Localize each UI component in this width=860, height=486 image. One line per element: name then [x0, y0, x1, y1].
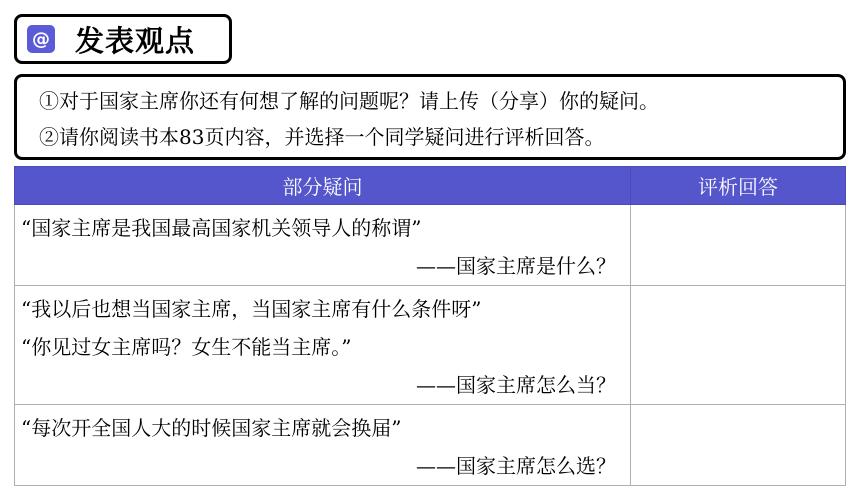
table-row	[15, 205, 846, 286]
page-title: 发表观点	[75, 23, 196, 58]
instructions-box	[14, 74, 846, 160]
instruction-2: ②请你阅读书本83页内容，并选择一个同学疑问进行评析回答。	[39, 125, 605, 149]
question-topic: ——国家主席怎么选？	[416, 454, 616, 478]
header-questions: 部分疑问	[15, 167, 631, 205]
question-text: “每次开全国人大的时候国家主席就会换届”	[21, 416, 402, 440]
header-answers: 评析回答	[631, 167, 846, 205]
question-text: “我以后也想当国家主席，当国家主席有什么条件呀”	[21, 297, 482, 321]
question-topic: ——国家主席是什么？	[416, 254, 616, 278]
table-row	[15, 286, 846, 405]
question-cell	[15, 405, 631, 486]
question-text: “国家主席是我国最高国家机关领导人的称谓”	[21, 216, 422, 240]
answer-cell[interactable]	[631, 405, 846, 486]
question-cell	[15, 205, 631, 286]
title-box	[14, 14, 232, 64]
answer-cell[interactable]	[631, 286, 846, 405]
question-topic: ——国家主席怎么当？	[416, 373, 616, 397]
question-cell	[15, 286, 631, 405]
at-icon: @	[27, 25, 55, 53]
table-row	[15, 405, 846, 486]
question-text: “你见过女主席吗？女生不能当主席。”	[21, 335, 352, 359]
questions-table	[14, 166, 846, 486]
answer-cell[interactable]	[631, 205, 846, 286]
instruction-1: ①对于国家主席你还有何想了解的问题呢？请上传（分享）你的疑问。	[39, 89, 659, 113]
